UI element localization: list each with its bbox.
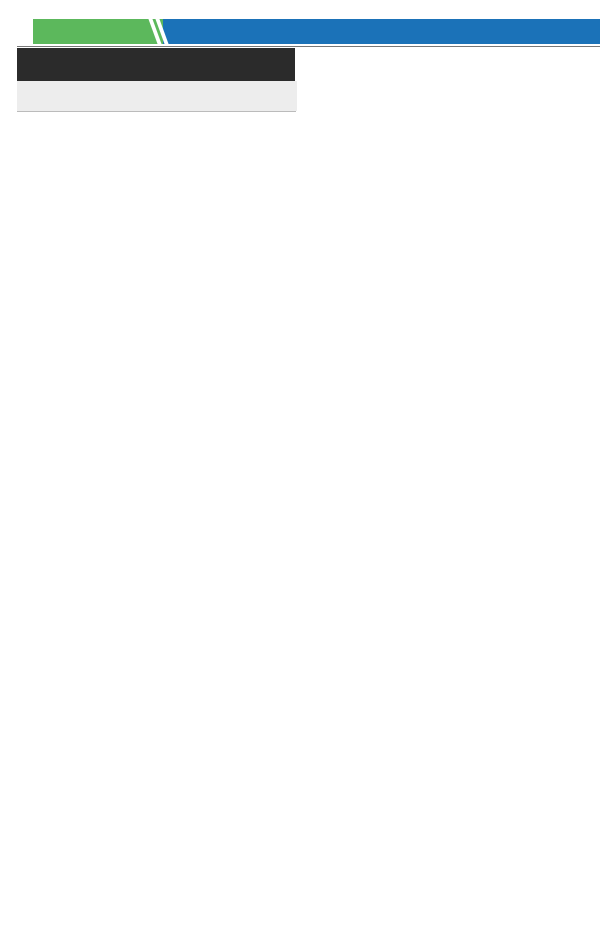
header-rule xyxy=(17,46,600,47)
obit1-headline xyxy=(17,48,295,81)
page-header xyxy=(0,16,600,46)
spacer xyxy=(17,81,297,110)
contact-band xyxy=(163,19,600,44)
issue-date xyxy=(33,19,163,25)
date-band xyxy=(33,19,163,44)
